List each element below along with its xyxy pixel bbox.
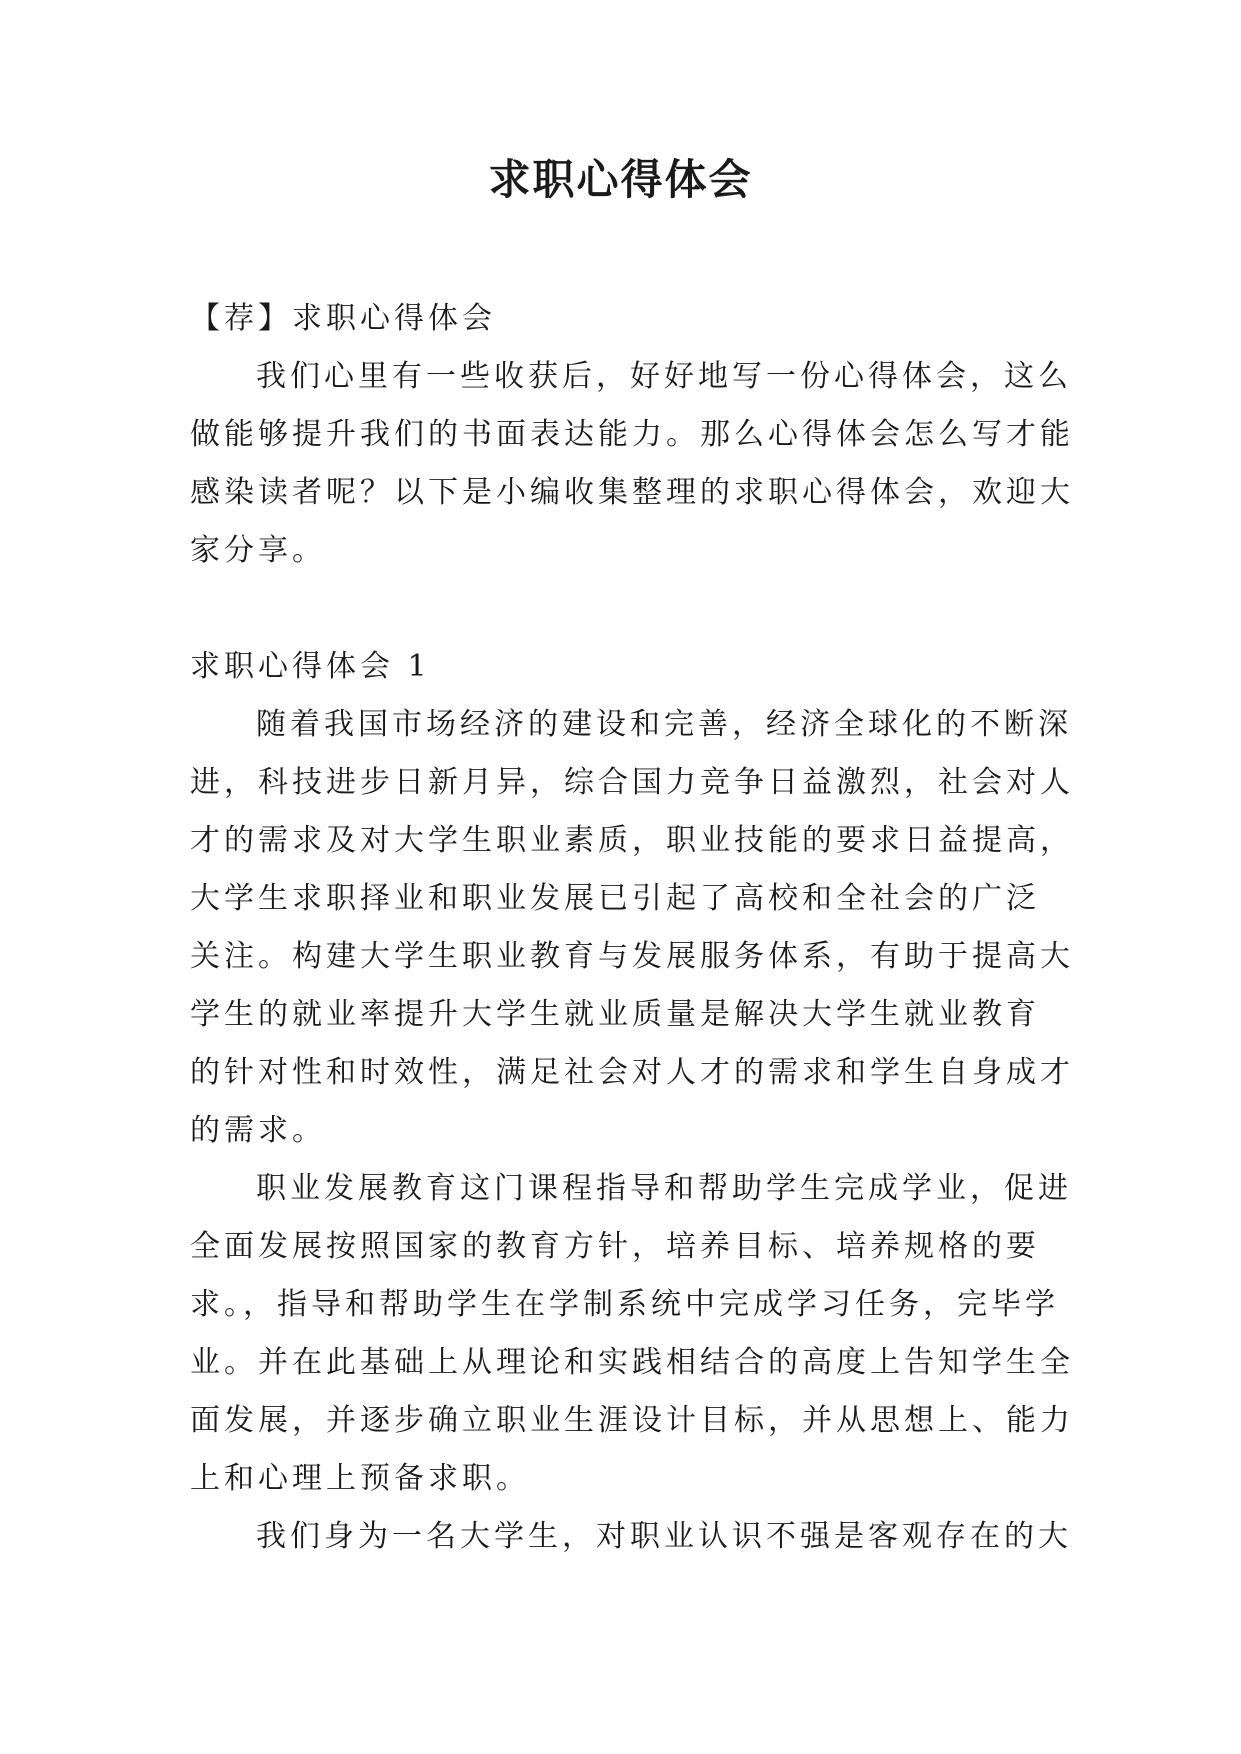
paragraph-gap <box>190 580 1060 638</box>
paragraph-line: 全面发展按照国家的教育方针，培养目标、培养规格的要 <box>190 1229 1040 1264</box>
paragraph-line: 进，科技进步日新月异，综合国力竞争日益激烈，社会对人 <box>190 765 1074 800</box>
intro-line: 感染读者呢？以下是小编收集整理的求职心得体会，欢迎大 <box>190 475 1074 510</box>
paragraph-line: 上和心理上预备求职。 <box>190 1461 530 1496</box>
intro-line: 做能够提升我们的书面表达能力。那么心得体会怎么写才能 <box>190 417 1074 452</box>
recommend-heading: 【荐】求职心得体会 <box>190 301 496 336</box>
paragraph-line: 随着我国市场经济的建设和完善，经济全球化的不断深 <box>256 707 1072 742</box>
section-heading: 求职心得体会 1 <box>190 649 431 684</box>
paragraph-line: 求。，指导和帮助学生在学制系统中完成学习任务，完毕学 <box>190 1287 1059 1322</box>
paragraph-line: 我们身为一名大学生，对职业认识不强是客观存在的大 <box>256 1519 1072 1554</box>
paragraph-line: 面发展，并逐步确立职业生涯设计目标，并从思想上、能力 <box>190 1403 1074 1438</box>
paragraph-line: 关注。构建大学生职业教育与发展服务体系，有助于提高大 <box>190 939 1074 974</box>
paragraph-line: 业。并在此基础上从理论和实践相结合的高度上告知学生全 <box>190 1345 1074 1380</box>
paragraph-line: 学生的就业率提升大学生就业质量是解决大学生就业教育 <box>190 997 1040 1032</box>
paragraph-line: 的针对性和时效性，满足社会对人才的需求和学生自身成才 <box>190 1055 1074 1090</box>
paragraph-line: 才的需求及对大学生职业素质，职业技能的要求日益提高， <box>190 823 1074 858</box>
paragraph-line: 职业发展教育这门课程指导和帮助学生完成学业，促进 <box>256 1171 1072 1206</box>
document-body <box>190 290 1074 1566</box>
intro-line: 家分享。 <box>190 533 326 568</box>
document-title: 求职心得体会 <box>488 155 753 204</box>
intro-line: 我们心里有一些收获后，好好地写一份心得体会，这么 <box>256 359 1072 394</box>
paragraph-line: 大学生求职择业和职业发展已引起了高校和全社会的广泛 <box>190 881 1040 916</box>
paragraph-line: 的需求。 <box>190 1113 326 1148</box>
